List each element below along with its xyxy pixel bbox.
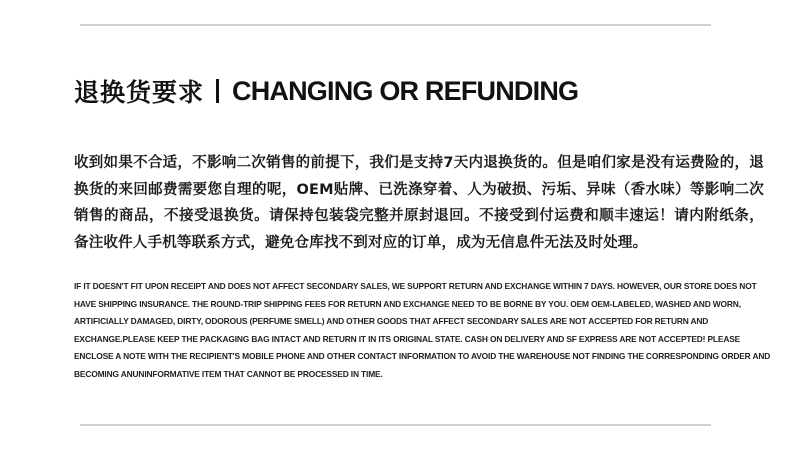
top-divider (80, 24, 711, 26)
heading-english: CHANGING OR REFUNDING (232, 75, 579, 106)
section-heading (74, 74, 578, 108)
heading-separator (216, 79, 219, 103)
heading-chinese: 退换货要求 (74, 78, 205, 107)
english-policy-text: IF IT DOESN'T FIT UPON RECEIPT AND DOES NOT AFFECT SECONDARY SALES, WE SUPPORT RETURN AND EXCHANGE WITHIN 7 DAYS. HOWEVER, OUR STORE DOES NOT HAVE SHIPPING INSURANCE. THE ROUND-TRIP SHIPPING FEES FOR RETURN AND EXCHANGE NEED TO BE BORNE BY YOU. OEM OEM-LABELED, WASHED AND WORN, ARTIFICIALLY DAMAGED, DIRTY, ODOROUS (PERFUME SMELL) AND OTHER GOODS THAT AFFECT SECONDARY SALES ARE NOT ACCEPTED FOR RETURN AND EXCHANGE.PLEASE KEEP THE PACKAGING BAG INTACT AND RETURN IT IN ITS ORIGINAL STATE. CASH ON DELIVERY AND SF EXPRESS ARE NOT ACCEPTED! PLEASE ENCLOSE A NOTE WITH THE RECIPIENT'S MOBILE PHONE AND OTHER CONTACT INFORMATION TO AVOID THE WAREHOUSE NOT FINDING THE CORRESPONDING ORDER AND BECOMING ANUNINFORMATIVE ITEM THAT CANNOT BE PROCESSED IN TIME. (74, 281, 771, 379)
bottom-divider (80, 424, 711, 426)
chinese-policy-text: 收到如果不合适，不影响二次销售的前提下，我们是支持7天内退换货的。但是咱们家是没有运费险的，退换货的来回邮费需要您自理的呢，OEM贴牌、已洗涤穿着、人为破损、污垢、异味（香水味）等影响二次销售的商品，不接受退换货。请保持包装袋完整并原封退回。不接受到付运费和顺丰速运！请内附纸条，备注收件人手机等联系方式，避免仓库找不到对应的订单，成为无信息件无法及时处理。 (74, 155, 764, 251)
